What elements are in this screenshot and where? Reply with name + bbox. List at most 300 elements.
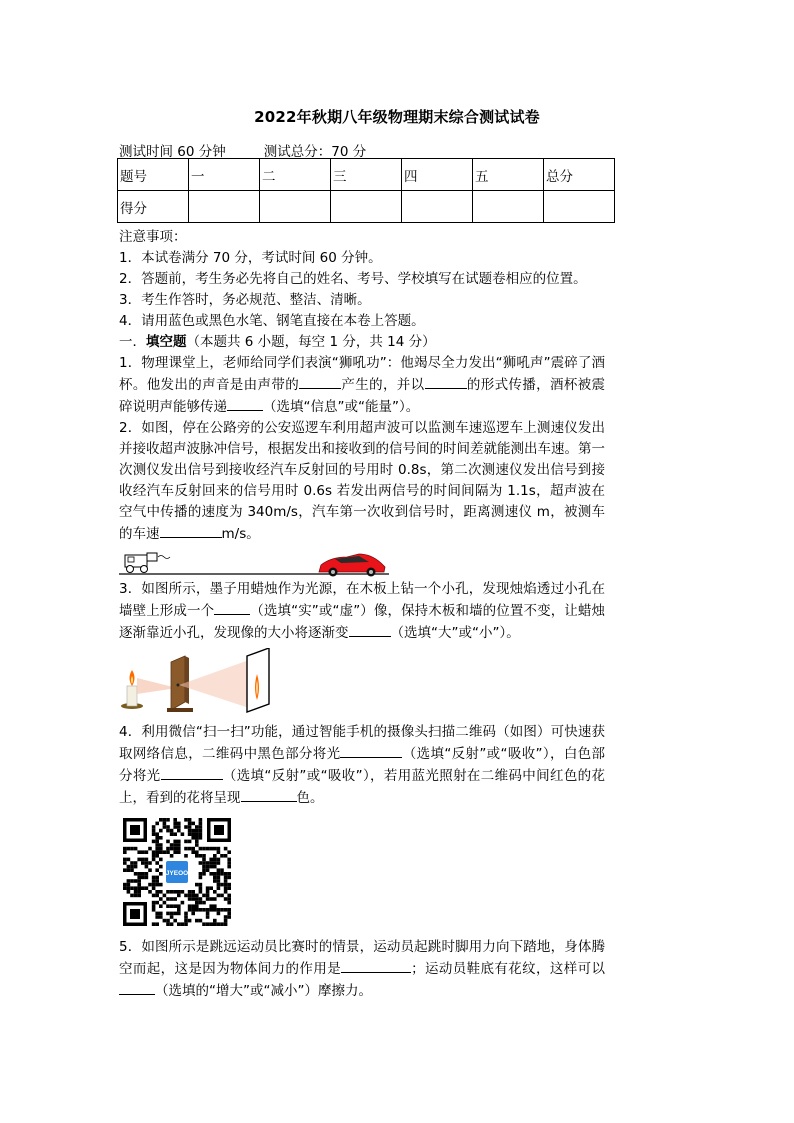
qr-module [195, 908, 199, 912]
qr-module [173, 822, 177, 826]
qr-module [220, 894, 224, 898]
note-item: 2．答题前，考生务必先将自己的姓名、考号、学校填写在试题卷相应的位置。 [119, 271, 587, 287]
qr-module [159, 915, 163, 919]
q5-blank-2[interactable] [119, 980, 155, 995]
qr-module [127, 847, 131, 851]
qr-module [195, 840, 199, 844]
qr-module [224, 922, 228, 926]
qr-module [130, 894, 134, 898]
qr-module [195, 894, 199, 898]
qr-module [195, 904, 199, 908]
qr-module [206, 912, 210, 916]
qr-module [173, 890, 177, 894]
qr-module [173, 919, 177, 923]
qr-module [163, 919, 167, 923]
qr-module [145, 886, 149, 890]
q1-blank-3[interactable] [227, 396, 263, 411]
qr-module [188, 890, 192, 894]
qr-module [166, 904, 170, 908]
qr-module [137, 886, 141, 890]
qr-module [181, 922, 185, 926]
qr-module [170, 847, 174, 851]
q1-blank-2[interactable] [425, 374, 467, 389]
qr-module [137, 876, 141, 880]
qr-module [191, 847, 195, 851]
qr-module [227, 865, 231, 869]
qr-module [152, 894, 156, 898]
qr-module [173, 897, 177, 901]
qr-module [199, 908, 203, 912]
qr-module [199, 829, 203, 833]
qr-module [130, 847, 134, 851]
qr-module [191, 836, 195, 840]
qr-module [224, 854, 228, 858]
qr-module [155, 847, 159, 851]
qr-module [224, 872, 228, 876]
qr-module [127, 883, 131, 887]
qr-module [155, 922, 159, 926]
qr-module [191, 822, 195, 826]
qr-module [170, 832, 174, 836]
qr-module [155, 861, 159, 865]
qr-module [184, 854, 188, 858]
qr-module [148, 868, 152, 872]
qr-module [213, 922, 217, 926]
qr-module [220, 922, 224, 926]
qr-module [155, 879, 159, 883]
qr-module [217, 886, 221, 890]
qr-module [173, 847, 177, 851]
qr-module [191, 897, 195, 901]
qr-module [184, 915, 188, 919]
qr-module [206, 897, 210, 901]
qr-module [195, 850, 199, 854]
qr-module [188, 908, 192, 912]
qr-module [166, 919, 170, 923]
qr-module [213, 890, 217, 894]
qr-module [123, 868, 127, 872]
qr-module [191, 829, 195, 833]
qr-module [188, 897, 192, 901]
qr-module [166, 840, 170, 844]
q1-blank-1[interactable] [299, 374, 341, 389]
qr-module [177, 922, 181, 926]
qr-module [152, 825, 156, 829]
qr-module [152, 876, 156, 880]
qr-module [166, 912, 170, 916]
qr-module [173, 840, 177, 844]
qr-module [224, 897, 228, 901]
qr-module [123, 883, 127, 887]
qr-module [177, 825, 181, 829]
qr-module [191, 912, 195, 916]
qr-logo-text: JYEOO [165, 870, 189, 877]
qr-module [224, 915, 228, 919]
note-item: 1．本试卷满分 70 分，考试时间 60 分钟。 [119, 250, 382, 266]
qr-module [152, 922, 156, 926]
score-header-cell: 题号 [118, 159, 189, 191]
qr-module [224, 876, 228, 880]
qr-module [137, 879, 141, 883]
qr-module [209, 847, 213, 851]
qr-module [170, 843, 174, 847]
qr-module [188, 825, 192, 829]
qr-module [177, 912, 181, 916]
qr-module [199, 883, 203, 887]
qr-module [134, 894, 138, 898]
qr-module [134, 879, 138, 883]
qr-module [173, 850, 177, 854]
qr-module [127, 886, 131, 890]
qr-module [155, 912, 159, 916]
qr-module [123, 850, 127, 854]
qr-module [206, 890, 210, 894]
q5-blank-1[interactable] [341, 958, 411, 973]
qr-module [123, 847, 127, 851]
qr-module [155, 894, 159, 898]
qr-module [199, 876, 203, 880]
qr-module [199, 832, 203, 836]
qr-module [145, 861, 149, 865]
qr-module [195, 832, 199, 836]
qr-module [155, 890, 159, 894]
qr-module [206, 868, 210, 872]
qr-module [227, 901, 231, 905]
qr-module [213, 847, 217, 851]
qr-module [195, 829, 199, 833]
qr-module [206, 861, 210, 865]
qr-module [213, 865, 217, 869]
qr-module [134, 847, 138, 851]
qr-module [213, 904, 217, 908]
section-prefix: 一． [119, 334, 146, 350]
qr-module [166, 847, 170, 851]
qr-module [123, 886, 127, 890]
qr-module [227, 897, 231, 901]
qr-module [163, 822, 167, 826]
qr-module [224, 883, 228, 887]
qr-module [206, 894, 210, 898]
qr-module [170, 912, 174, 916]
qr-module [202, 922, 206, 926]
qr-module [127, 865, 131, 869]
score-table-score-row [118, 191, 615, 223]
qr-module [199, 822, 203, 826]
qr-module [217, 858, 221, 862]
qr-module [206, 847, 210, 851]
qr-module [199, 897, 203, 901]
qr-module [209, 858, 213, 862]
qr-module [213, 876, 217, 880]
qr-module [209, 861, 213, 865]
qr-module [195, 825, 199, 829]
qr-module [191, 904, 195, 908]
qr-module [152, 883, 156, 887]
qr-module [206, 908, 210, 912]
qr-module [141, 861, 145, 865]
qr-module [145, 872, 149, 876]
qr-module [199, 825, 203, 829]
section-heading [119, 332, 605, 353]
qr-module [227, 912, 231, 916]
q4-blank-1[interactable] [340, 743, 402, 758]
qr-module [202, 901, 206, 905]
qr-module [188, 822, 192, 826]
qr-module [199, 886, 203, 890]
qr-module [213, 897, 217, 901]
qr-module [134, 861, 138, 865]
qr-module [213, 879, 217, 883]
score-cell[interactable] [544, 191, 615, 223]
qr-module [155, 822, 159, 826]
qr-module [217, 879, 221, 883]
qr-module [152, 850, 156, 854]
qr-module [163, 850, 167, 854]
qr-module [145, 858, 149, 862]
qr-module [134, 890, 138, 894]
qr-module [202, 872, 206, 876]
qr-module [137, 890, 141, 894]
score-cell[interactable] [331, 191, 402, 223]
score-header-cell: 三 [331, 159, 402, 191]
qr-module [217, 883, 221, 887]
light-beam-2 [179, 660, 249, 708]
score-header-cell: 二 [260, 159, 331, 191]
qr-module [152, 840, 156, 844]
qr-module [127, 879, 131, 883]
qr-module [166, 825, 170, 829]
exam-title: 2022年秋期八年级物理期末综合测试试卷 [254, 108, 540, 126]
speed-gun-car-icon [125, 553, 170, 573]
qr-module [217, 876, 221, 880]
qr-module [213, 858, 217, 862]
qr-module [209, 904, 213, 908]
qr-module [220, 883, 224, 887]
qr-module [166, 829, 170, 833]
score-cell[interactable] [260, 191, 331, 223]
qr-module [227, 894, 231, 898]
qr-module [177, 890, 181, 894]
pinhole-camera-figure [119, 648, 309, 714]
qr-module [173, 818, 177, 822]
q3-blank-2[interactable] [349, 622, 391, 637]
qr-module [173, 832, 177, 836]
qr-module [217, 850, 221, 854]
section-name: 填空题 [146, 334, 187, 350]
q2-blank-1[interactable] [160, 523, 222, 538]
qr-module [184, 840, 188, 844]
qr-module [191, 894, 195, 898]
qr-module [191, 850, 195, 854]
qr-module [127, 858, 131, 862]
qr-module [155, 836, 159, 840]
qr-module [148, 890, 152, 894]
qr-module [202, 858, 206, 862]
qr-module [202, 854, 206, 858]
qr-module [134, 872, 138, 876]
qr-module [188, 847, 192, 851]
exam-meta [119, 140, 366, 160]
qr-module [177, 850, 181, 854]
qr-module [159, 858, 163, 862]
qr-module [152, 854, 156, 858]
qr-module [159, 836, 163, 840]
qr-module [224, 847, 228, 851]
red-car-icon [319, 554, 385, 577]
qr-module [184, 922, 188, 926]
qr-module [148, 883, 152, 887]
qr-module [217, 894, 221, 898]
qr-module [141, 876, 145, 880]
qr-module [227, 861, 231, 865]
qr-module [217, 868, 221, 872]
qr-module [155, 868, 159, 872]
qr-module [217, 872, 221, 876]
qr-module [181, 890, 185, 894]
qr-module [213, 861, 217, 865]
qr-module [220, 854, 224, 858]
qr-module [148, 847, 152, 851]
qr-module [224, 908, 228, 912]
qr-module [173, 825, 177, 829]
qr-module [152, 829, 156, 833]
q3-blank-1[interactable] [214, 600, 250, 615]
qr-module [137, 850, 141, 854]
qr-module [166, 922, 170, 926]
qr-module [188, 818, 192, 822]
qr-module [170, 904, 174, 908]
qr-module [130, 868, 134, 872]
qr-module [195, 843, 199, 847]
q4-blank-2[interactable] [161, 765, 223, 780]
qr-module [170, 890, 174, 894]
qr-module [224, 890, 228, 894]
qr-module [141, 872, 145, 876]
qr-module [159, 850, 163, 854]
qr-module [188, 832, 192, 836]
qr-module [181, 901, 185, 905]
qr-module [227, 858, 231, 862]
qr-module [170, 915, 174, 919]
qr-module [209, 908, 213, 912]
qr-module [188, 829, 192, 833]
qr-module [173, 843, 177, 847]
qr-module [202, 894, 206, 898]
qr-module [152, 904, 156, 908]
question-5: 5．如图所示是跳远运动员比赛时的情景，运动员起跳时脚用力向下踏地，身体腾空而起，这是因为物体间力的作用是 ；运动员鞋底有花纹，这样可以（选填的“增大”或“减小”）摩擦力。 [119, 939, 606, 999]
qr-module [159, 883, 163, 887]
qr-module [209, 922, 213, 926]
qr-module [163, 894, 167, 898]
qr-module [159, 890, 163, 894]
qr-module [191, 832, 195, 836]
qr-module [177, 904, 181, 908]
qr-module [145, 876, 149, 880]
qr-module [199, 919, 203, 923]
qr-module [177, 894, 181, 898]
qr-module [170, 829, 174, 833]
qr-module [155, 901, 159, 905]
qr-module [209, 886, 213, 890]
qr-code-figure [122, 817, 232, 927]
qr-module [184, 825, 188, 829]
qr-module [227, 908, 231, 912]
qr-module [177, 840, 181, 844]
qr-module [152, 908, 156, 912]
qr-module [217, 908, 221, 912]
qr-module [166, 897, 170, 901]
score-header-cell: 一 [189, 159, 260, 191]
qr-module [155, 915, 159, 919]
qr-module [177, 822, 181, 826]
qr-module [213, 854, 217, 858]
score-cell[interactable] [189, 191, 260, 223]
question-2: 2．如图，停在公路旁的公安巡逻车利用超声波可以监测车速巡逻车上测速仪发出并接收超声波脉冲信号，根据发出和接收到的信号间的时间差就能测出车速。第一次测仪发出信号到接收经汽车反射回的号用时 0.8s，第二次测速仪发出信号到接收经汽车反射回来的信号用时 0.6s 若发出两信号的时间间隔为 1.1s，超声波在空气中传播的速度为 340m/s，汽车第一次收到信号时，距离测速仪 m，被测车的车速 m/s。 [119, 420, 605, 542]
qr-module [199, 836, 203, 840]
qr-module [217, 912, 221, 916]
qr-module [220, 908, 224, 912]
qr-module [145, 865, 149, 869]
question-3: 3．如图所示，墨子用蜡烛作为光源，在木板上钻一个小孔，发现烛焰透过小孔在墙壁上形成一个 （选填“实”或“虚”）像，保持木板和墙的位置不变，让蜡烛逐渐靠近小孔，发现像的大小将逐渐变 （选填“大”或“小”）。 [119, 581, 605, 641]
qr-module [159, 872, 163, 876]
qr-module [166, 850, 170, 854]
score-cell[interactable] [473, 191, 544, 223]
note-item: 4．请用蓝色或黑色水笔、钢笔直接在本卷上答题。 [119, 313, 425, 329]
score-cell[interactable] [402, 191, 473, 223]
qr-module [163, 818, 167, 822]
screen-wall-icon [247, 648, 269, 712]
qr-module [137, 872, 141, 876]
qr-module [152, 832, 156, 836]
qr-module [155, 854, 159, 858]
qr-module [130, 886, 134, 890]
score-header-cell: 五 [473, 159, 544, 191]
qr-module [173, 904, 177, 908]
qr-module [123, 861, 127, 865]
qr-module [177, 908, 181, 912]
qr-module [159, 818, 163, 822]
qr-module [184, 912, 188, 916]
q4-blank-3[interactable] [241, 787, 297, 802]
note-item: 3．考生作答时，务必规范、整洁、清晰。 [119, 292, 371, 308]
qr-module [202, 847, 206, 851]
test-time: 测试时间 60 分钟 [119, 144, 226, 160]
qr-module [130, 879, 134, 883]
qr-module [137, 858, 141, 862]
qr-module [155, 840, 159, 844]
qr-module [217, 922, 221, 926]
qr-module [227, 872, 231, 876]
qr-module [159, 865, 163, 869]
qr-module [199, 854, 203, 858]
qr-module [159, 897, 163, 901]
score-header-cell: 四 [402, 159, 473, 191]
qr-module [152, 901, 156, 905]
qr-module [123, 858, 127, 862]
qr-module [188, 840, 192, 844]
qr-module [159, 904, 163, 908]
qr-module [141, 850, 145, 854]
qr-module [202, 868, 206, 872]
qr-module [217, 861, 221, 865]
qr-module [206, 865, 210, 869]
qr-module [220, 868, 224, 872]
qr-module [195, 854, 199, 858]
qr-module [137, 883, 141, 887]
qr-module [127, 890, 131, 894]
qr-module [202, 865, 206, 869]
exam-body [119, 227, 605, 1002]
